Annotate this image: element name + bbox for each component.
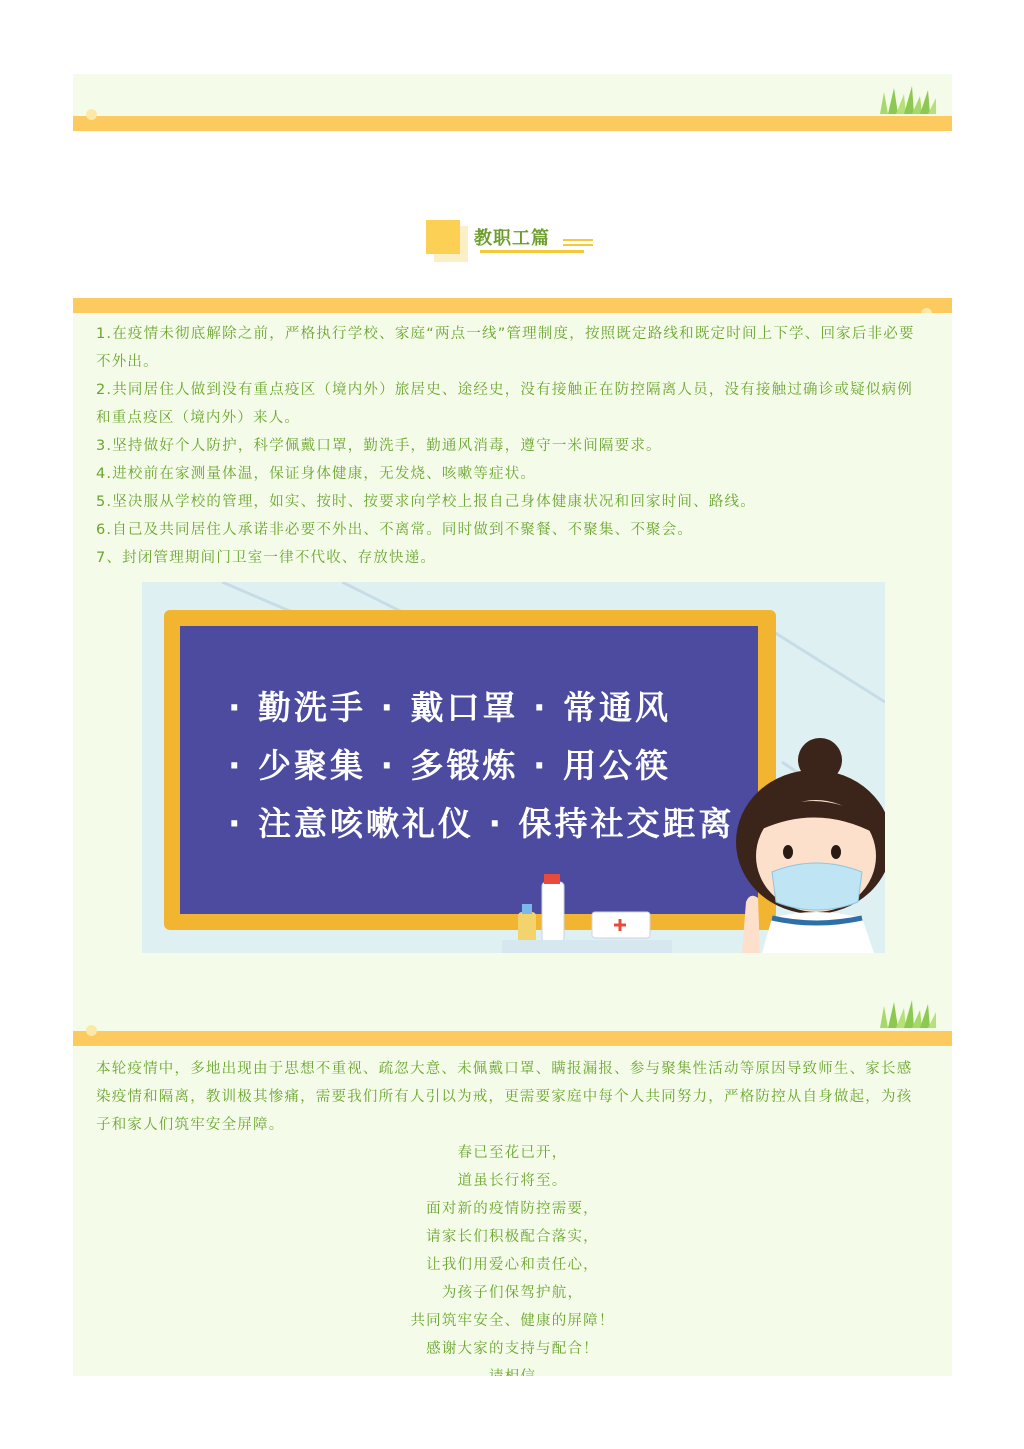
board-line-1: · 勤洗手 · 戴口罩 · 常通风 [228, 688, 672, 727]
poem-line: 春已至花已开， [457, 1145, 568, 1161]
divider-bar [73, 298, 952, 313]
rule-6: 6.自己及共同居住人承诺非必要不外出、不离常。同时做到不聚餐、不聚集、不聚会。 [96, 522, 694, 538]
board-line-2: · 少聚集 · 多锻炼 · 用公筷 [228, 746, 672, 785]
poem-line: 让我们用爱心和责任心， [426, 1257, 599, 1273]
poem-line: 道虽长行将至。 [457, 1173, 568, 1189]
rule-5: 5.坚决服从学校的管理，如实、按时、按要求向学校上报自己身体健康状况和回家时间、路线。 [96, 494, 756, 510]
rule-7: 7、封闭管理期间门卫室一律不代收、存放快递。 [96, 550, 437, 566]
closing-poem [73, 1139, 952, 1391]
sanitizer-props-icon [502, 872, 672, 953]
poem-line: 感谢大家的支持与配合！ [426, 1341, 599, 1357]
prevention-illustration [142, 582, 885, 953]
bar-dot [86, 109, 97, 120]
bar-dot [86, 1025, 97, 1036]
heading-badge [426, 220, 460, 254]
rule-1: 1.在疫情未彻底解除之前，严格执行学校、家庭“两点一线”管理制度，按照既定路线和既定时间上下学、回家后非必要不外出。 [96, 326, 915, 370]
poem-line: 请家长们积极配合落实， [426, 1229, 599, 1245]
board-line-3: · 注意咳嗽礼仪 · 保持社交距离 [228, 804, 735, 843]
section-title: 教职工篇 [474, 228, 550, 249]
grass-icon [876, 1000, 938, 1028]
grass-icon [876, 86, 938, 114]
rule-4: 4.进校前在家测量体温，保证身体健康，无发烧、咳嗽等症状。 [96, 466, 537, 482]
summary-paragraph: 本轮疫情中，多地出现由于思想不重视、疏忽大意、未佩戴口罩、瞒报漏报、参与聚集性活动等原因导致师生、家长感染疫情和隔离，教训极其惨痛，需要我们所有人引以为戒，更需要家庭中每个人共同努力，严格防控从自身做起，为孩子和家人们筑牢安全屏障。 [96, 1061, 913, 1133]
top-banner [73, 74, 952, 116]
page-bottom [0, 1376, 1024, 1449]
rule-3: 3.坚持做好个人防护，科学佩戴口罩，勤洗手，勤通风消毒，遵守一米间隔要求。 [96, 438, 662, 454]
title-stripes [563, 239, 593, 249]
divider-bar [73, 1031, 952, 1046]
section-heading [426, 218, 606, 264]
girl-with-mask-icon [702, 722, 885, 953]
poem-line: 共同筑牢安全、健康的屏障！ [410, 1313, 615, 1329]
divider-bar [73, 116, 952, 131]
poem-line: 面对新的疫情防控需要， [426, 1201, 599, 1217]
poem-line: 为孩子们保驾护航， [441, 1285, 584, 1301]
rule-2: 2.共同居住人做到没有重点疫区（境内外）旅居史、途经史，没有接触正在防控隔离人员，没有接触过确诊或疑似病例和重点疫区（境内外）来人。 [96, 382, 913, 426]
title-underline [480, 250, 584, 253]
